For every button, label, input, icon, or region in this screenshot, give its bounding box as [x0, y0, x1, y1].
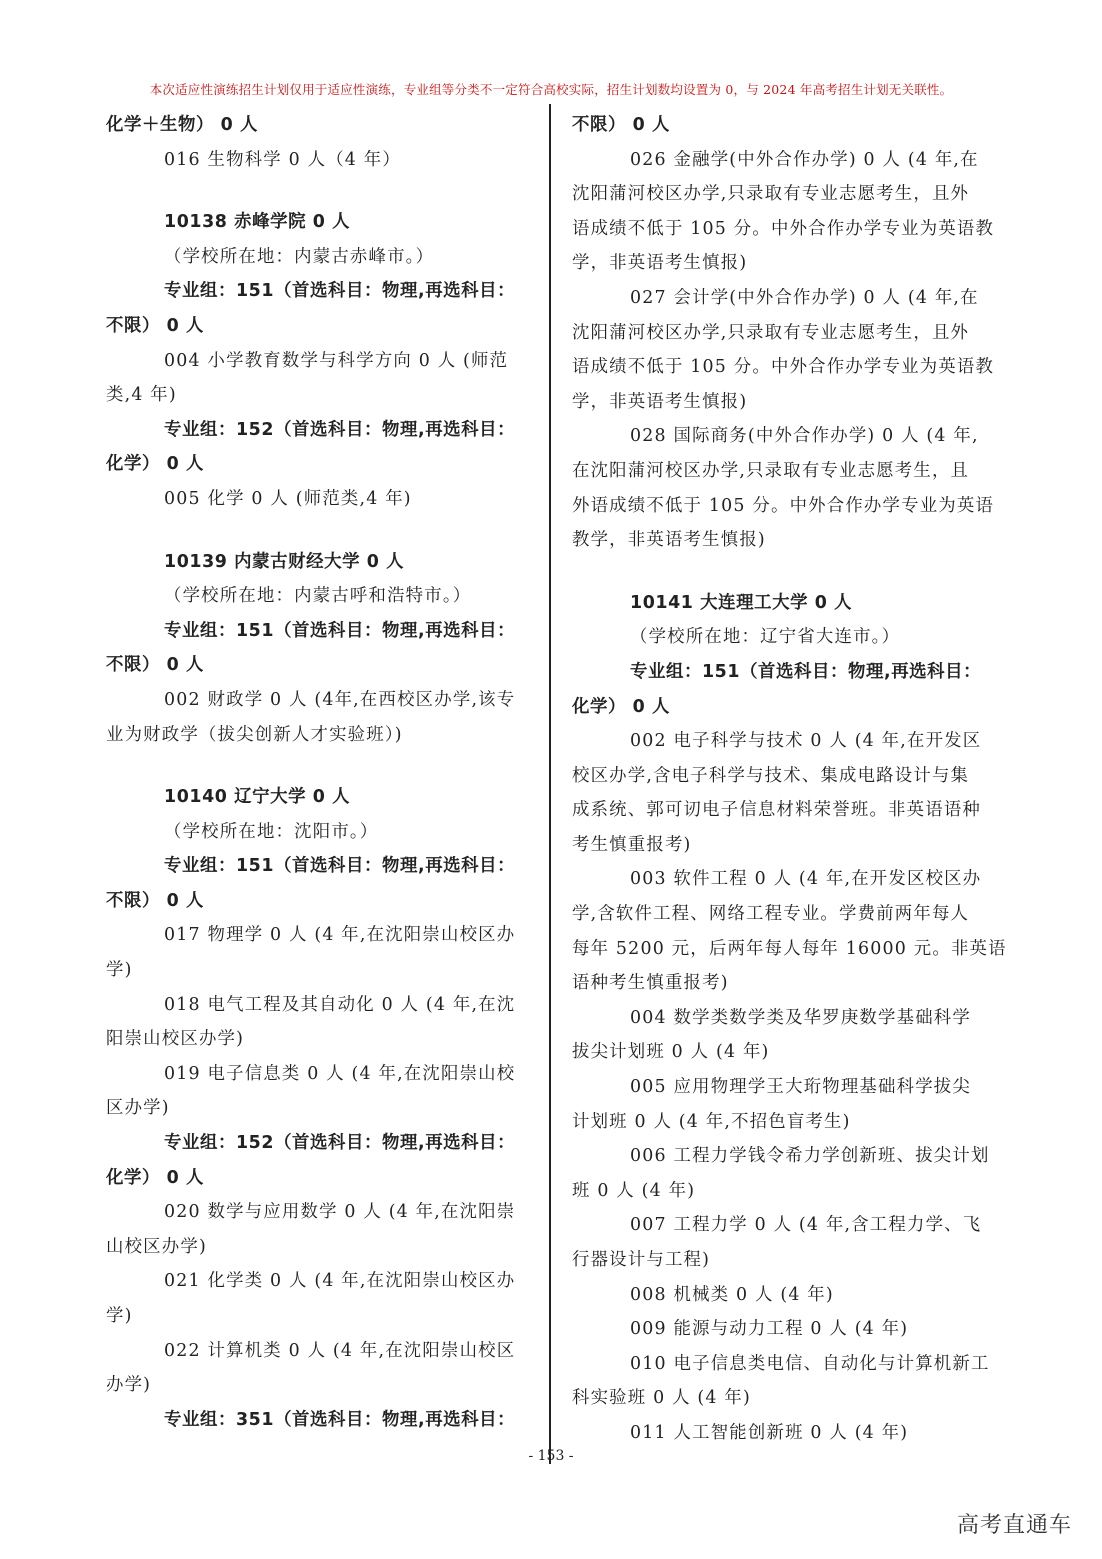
- text-line: 011 人工智能创新班 0 人 (4 年): [630, 1422, 909, 1443]
- text-line: 028 国际商务(中外合作办学) 0 人 (4 年,: [630, 426, 979, 447]
- text-line: 010 电子信息类电信、自动化与计算机新工: [630, 1353, 990, 1374]
- heading-line: 化学＋生物） 0 人: [106, 115, 258, 135]
- heading-line: 专业组：151（首选科目：物理,再选科目：: [164, 281, 516, 302]
- heading-line: 专业组：351（首选科目：物理,再选科目：: [164, 1409, 516, 1430]
- text-line: 行器设计与工程): [572, 1250, 711, 1270]
- text-line: （学校所在地：内蒙古赤峰市。）: [164, 246, 435, 267]
- text-line: 学，非英语考生慎报): [572, 253, 748, 274]
- text-line: 002 电子科学与技术 0 人 (4 年,在开发区: [630, 731, 982, 752]
- exam-notice: 本次适应性演练招生计划仅用于适应性演练，专业组等分类不一定符合高校实际，招生计划数均设置为 0，与 2024 年高考招生计划无关联性。: [149, 82, 953, 97]
- text-line: 每年 5200 元，后两年每人每年 16000 元。非英语: [572, 938, 1007, 959]
- heading-line: 专业组：151（首选科目：物理,再选科目：: [164, 620, 516, 641]
- text-line: 005 应用物理学王大珩物理基础科学拔尖: [630, 1077, 971, 1098]
- text-line: 考生慎重报考): [572, 834, 692, 855]
- text-line: 类,4 年): [106, 385, 177, 406]
- text-line: 办学): [106, 1375, 152, 1396]
- heading-line: 专业组：151（首选科目：物理,再选科目：: [164, 856, 516, 877]
- text-line: 阳崇山校区办学): [106, 1029, 245, 1050]
- text-line: 校区办学,含电子科学与技术、集成电路设计与集: [572, 765, 970, 786]
- heading-line: 化学） 0 人: [106, 454, 204, 475]
- text-line: （学校所在地：辽宁省大连市。）: [630, 627, 901, 648]
- spacer: [572, 558, 998, 586]
- text-line: 山校区办学): [106, 1236, 207, 1257]
- text-line: 学，非英语考生慎报): [572, 391, 748, 412]
- heading-line: 化学） 0 人: [572, 696, 670, 717]
- text-line: 007 工程力学 0 人 (4 年,含工程力学、飞: [630, 1215, 982, 1236]
- heading-line: 专业组：152（首选科目：物理,再选科目：: [164, 1133, 516, 1154]
- brand-watermark-text: 高考直通车: [956, 1513, 1072, 1538]
- text-line: 沈阳蒲河校区办学,只录取有专业志愿考生，且外: [572, 322, 970, 343]
- spacer: [106, 177, 530, 205]
- text-line: 004 小学教育数学与科学方向 0 人 (师范: [164, 350, 509, 371]
- text-line: 业为财政学（拔尖创新人才实验班）): [106, 724, 403, 745]
- text-line: 语种考生慎重报考): [572, 973, 729, 994]
- text-line: 003 软件工程 0 人 (4 年,在开发区校区办: [630, 869, 982, 890]
- heading-line: 专业组：152（首选科目：物理,再选科目：: [164, 419, 516, 440]
- column-divider: [549, 104, 551, 1464]
- left-column: [106, 108, 530, 1437]
- text-line: 语成绩不低于 105 分。中外合作办学专业为英语教: [572, 357, 995, 378]
- text-line: 成系统、郭可讱电子信息材料荣誉班。非英语语种: [572, 800, 981, 821]
- right-column: [572, 108, 1007, 1451]
- text-line: 017 物理学 0 人 (4 年,在沈阳崇山校区办: [164, 925, 516, 946]
- text-line: 区办学): [106, 1098, 170, 1119]
- text-line: 在沈阳蒲河校区办学,只录取有专业志愿考生，且: [572, 460, 970, 481]
- text-line: 018 电气工程及其自动化 0 人 (4 年,在沈: [164, 994, 516, 1015]
- text-line: 021 化学类 0 人 (4 年,在沈阳崇山校区办: [164, 1271, 516, 1292]
- heading-line: 10140 辽宁大学 0 人: [164, 787, 351, 808]
- heading-line: 10141 大连理工大学 0 人: [630, 592, 853, 613]
- text-line: 学,含软件工程、网络工程专业。学费前两年每人: [572, 904, 970, 925]
- text-line: 拔尖计划班 0 人 (4 年): [572, 1042, 770, 1063]
- page-number: - 153 -: [528, 1448, 574, 1464]
- text-line: 016 生物科学 0 人（4 年）: [164, 149, 401, 170]
- text-line: （学校所在地：内蒙古呼和浩特市。）: [164, 586, 472, 607]
- text-line: 科实验班 0 人 (4 年): [572, 1388, 751, 1409]
- text-line: 005 化学 0 人 (师范类,4 年): [164, 488, 412, 509]
- heading-line: 化学） 0 人: [106, 1167, 204, 1188]
- text-line: 006 工程力学钱令希力学创新班、拔尖计划: [630, 1146, 990, 1167]
- text-line: （学校所在地：沈阳市。）: [164, 821, 379, 842]
- text-line: 019 电子信息类 0 人 (4 年,在沈阳崇山校: [164, 1063, 516, 1084]
- heading-line: 10138 赤峰学院 0 人: [164, 212, 351, 233]
- text-line: 外语成绩不低于 105 分。中外合作办学专业为英语: [572, 495, 995, 516]
- text-line: 027 会计学(中外合作办学) 0 人 (4 年,在: [630, 287, 979, 308]
- text-line: 学): [106, 1306, 133, 1326]
- heading-line: 不限） 0 人: [106, 890, 204, 911]
- text-line: 计划班 0 人 (4 年,不招色盲考生): [572, 1111, 851, 1132]
- text-line: 语成绩不低于 105 分。中外合作办学专业为英语教: [572, 218, 995, 239]
- text-line: 004 数学类数学类及华罗庚数学基础科学: [630, 1007, 971, 1028]
- text-line: 009 能源与动力工程 0 人 (4 年): [630, 1319, 909, 1340]
- spacer: [106, 517, 530, 545]
- heading-line: 不限） 0 人: [106, 655, 204, 676]
- heading-line: 专业组：151（首选科目：物理,再选科目：: [630, 661, 982, 682]
- text-line: 020 数学与应用数学 0 人 (4 年,在沈阳崇: [164, 1202, 516, 1223]
- text-line: 022 计算机类 0 人 (4 年,在沈阳崇山校区: [164, 1340, 516, 1361]
- heading-line: 不限） 0 人: [572, 115, 670, 135]
- text-line: 026 金融学(中外合作办学) 0 人 (4 年,在: [630, 149, 979, 170]
- text-line: 008 机械类 0 人 (4 年): [630, 1284, 834, 1305]
- heading-line: 不限） 0 人: [106, 315, 204, 336]
- text-line: 沈阳蒲河校区办学,只录取有专业志愿考生，且外: [572, 184, 970, 205]
- text-line: 学): [106, 960, 133, 981]
- text-line: 教学，非英语考生慎报): [572, 530, 766, 551]
- text-line: 002 财政学 0 人 (4年,在西校区办学,该专: [164, 689, 516, 710]
- spacer: [106, 752, 530, 780]
- text-line: 班 0 人 (4 年): [572, 1180, 696, 1201]
- heading-line: 10139 内蒙古财经大学 0 人: [164, 551, 405, 572]
